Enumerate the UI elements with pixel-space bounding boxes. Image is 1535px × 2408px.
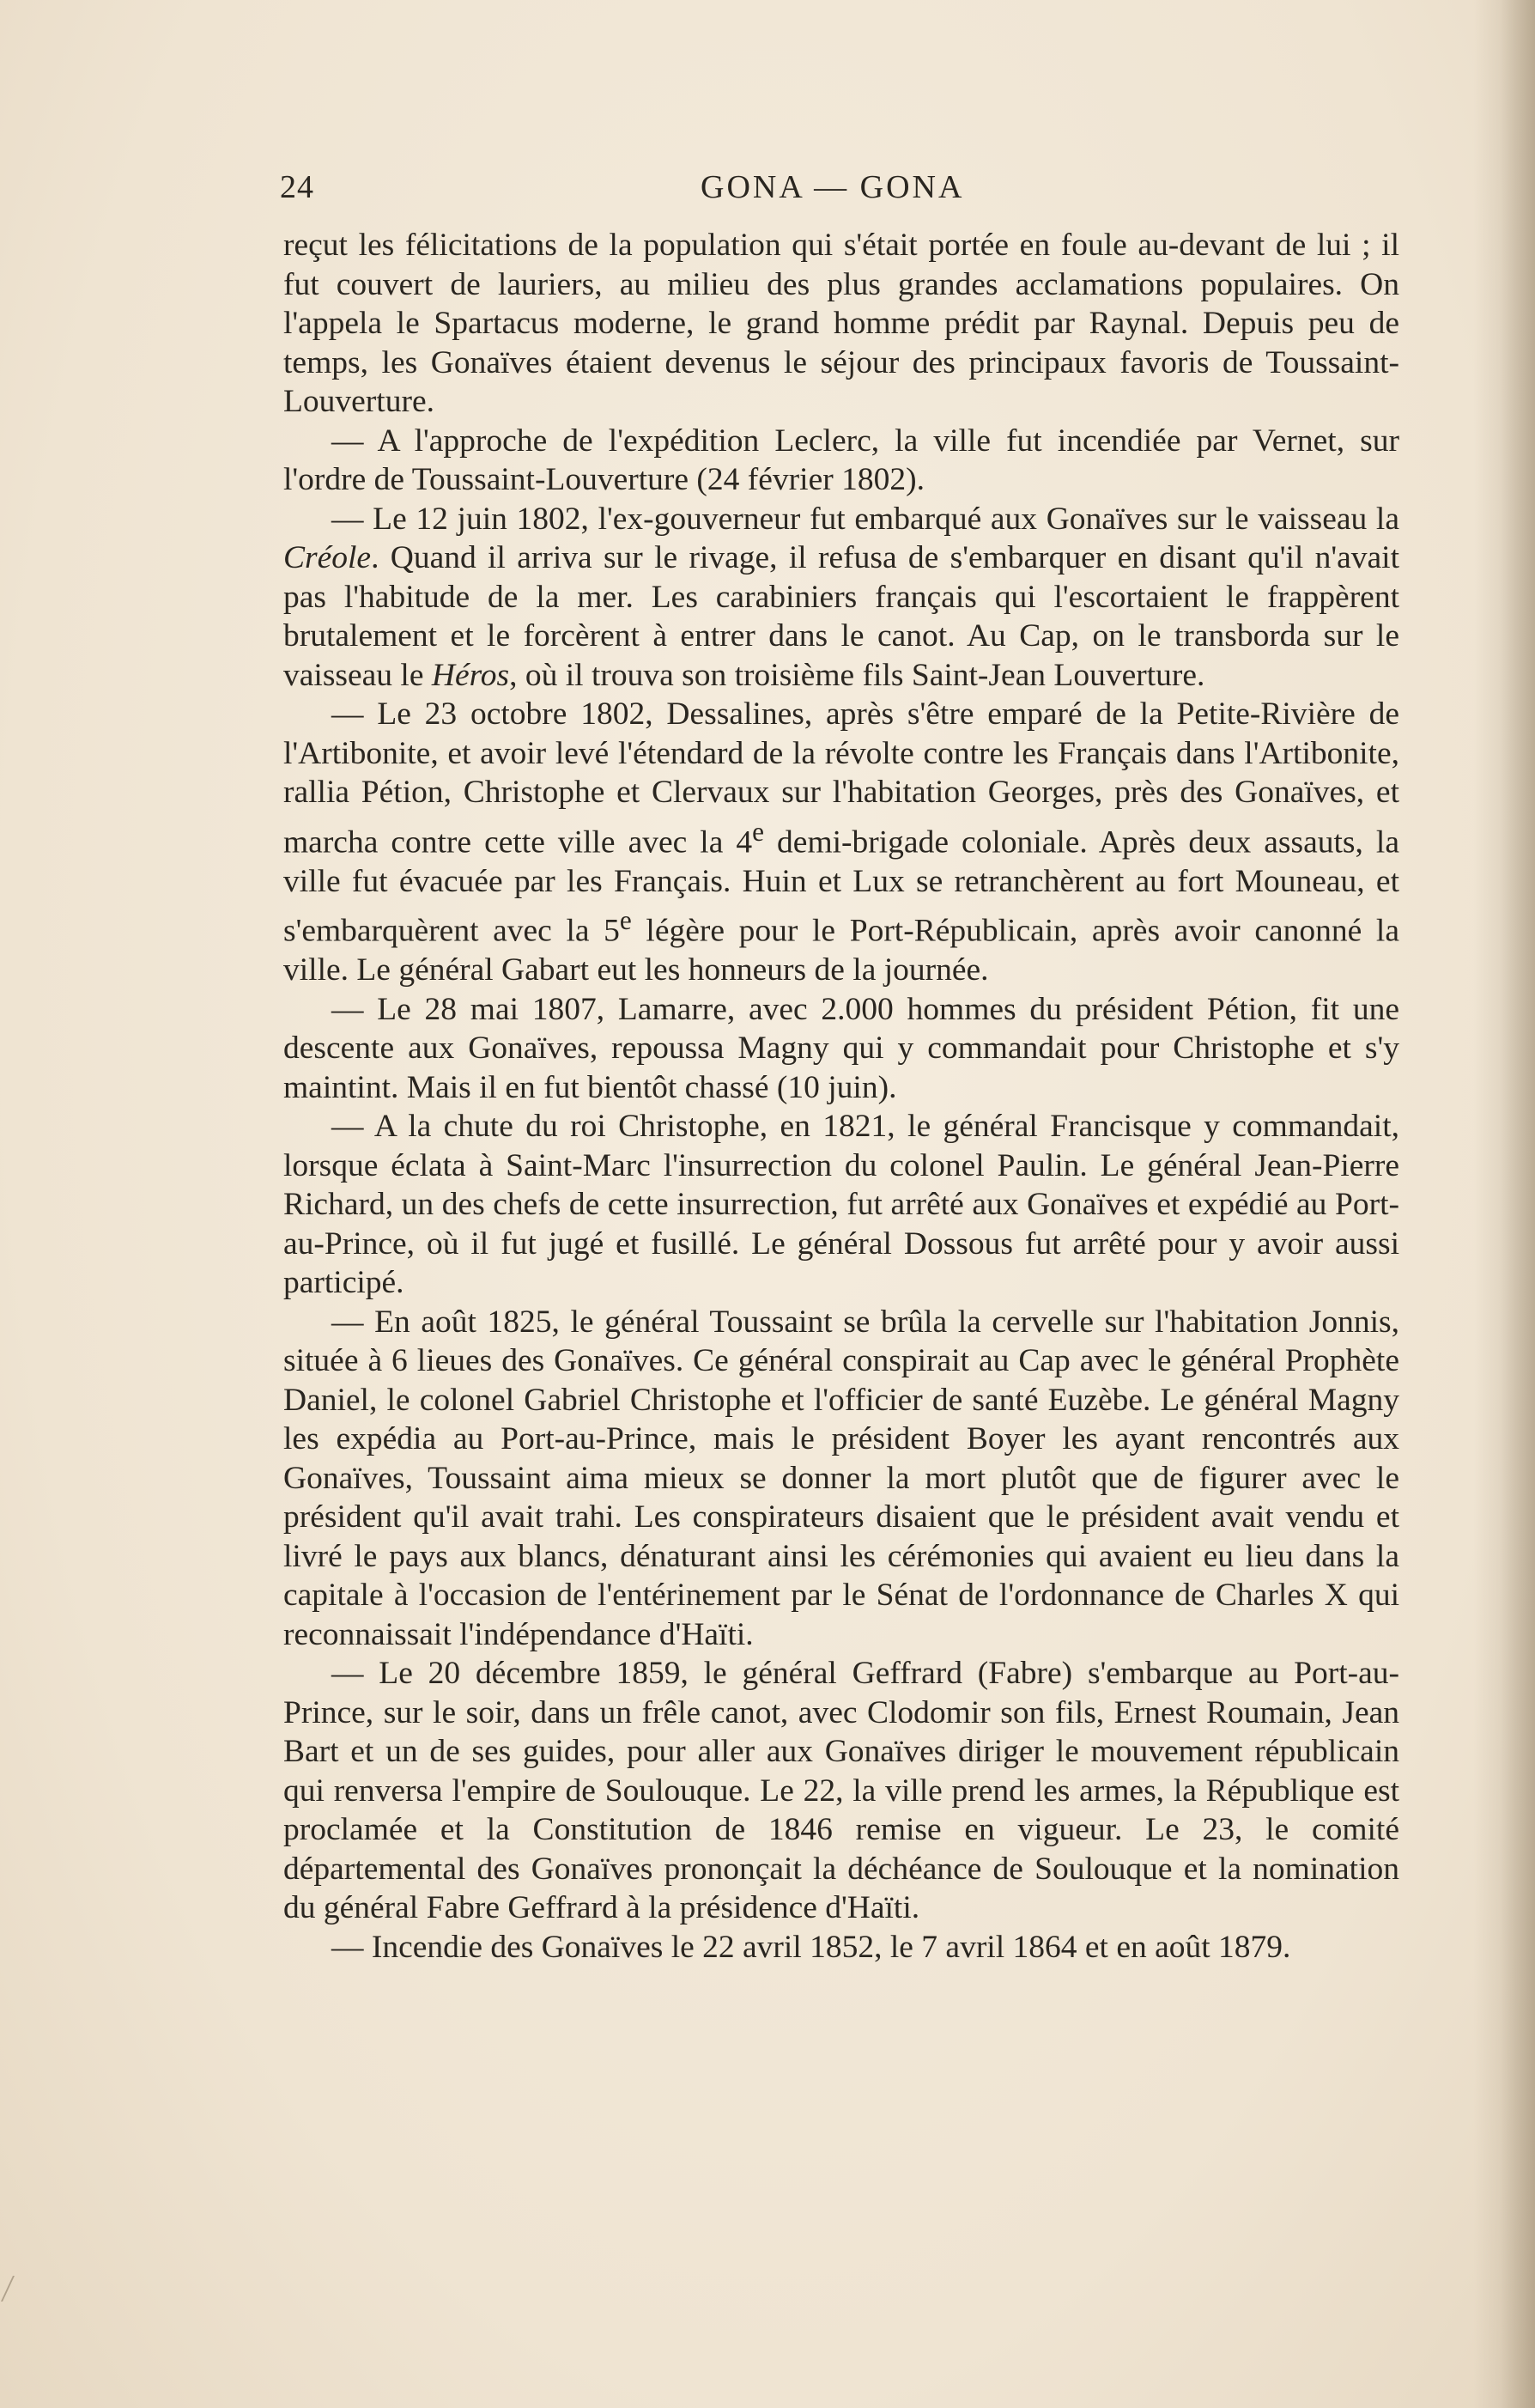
paragraph-text: — Le 28 mai 1807, Lamarre, avec 2.000 hommes du président Pétion, fit une descente aux Gonaïves, repoussa Magny qui y commandait pour Christophe et s'y maintint. Mais il en fut bientôt chassé (10 juin). [283,991,1399,1105]
paragraph-text: — A la chute du roi Christophe, en 1821, le général Francisque y commandait, lorsque éclata à Saint-Marc l'insurrection du colonel Paulin. Le général Jean-Pierre Richard, un des chefs de cette insurrection, fut arrêté aux Gonaïves et expédié au Port-au-Prince, où il fut jugé et fusillé. Le général Dossous fut arrêté pour y avoir aussi participé. [283,1109,1399,1300]
paragraph-leclerc [283,422,1399,500]
paragraph-text: — Le 20 décembre 1859, le général Geffrard (Fabre) s'embarque au Port-au-Prince, sur le soir, dans un frêle canot, avec Clodomir son fils, Ernest Roumain, Jean Bart et un de ses guides, pour aller aux Gonaïves diriger le mouvement républicain qui renversa l'empire de Soulouque. Le 22, la ville prend les armes, la République est proclamée et la Constitution de 1846 remise en vigueur. Le 23, le comité départemental des Gonaïves prononçait la déchéance de Soulouque et la nomination du général Fabre Geffrard à la présidence d'Haïti. [283,1656,1399,1925]
paragraph-text: — Le 12 juin 1802, l'ex-gouverneur fut embarqué aux Gonaïves sur le vaisseau la [331,501,1399,537]
paragraph-text: reçut les félicitations de la population qui s'était portée en foule au-devant de lui ; il fut couvert de lauriers, au milieu des plus grandes acclamations populaires. On l'appela le Spartacus moderne, le grand homme prédit par Raynal. Depuis peu de temps, les Gonaïves étaient devenus le séjour des principaux favoris de Toussaint-Louverture. [283,228,1399,419]
paragraph-dessalines [283,695,1399,990]
margin-pencil-mark [1,2276,27,2302]
paragraph-text: , où il trouva son troisième fils Saint-Jean Louverture. [509,657,1205,693]
page-edge-shadow [1501,0,1535,2408]
paragraph-text: . Quand il arriva sur le rivage, il refusa de s'embarquer en disant qu'il n'avait pas l'habitude de la mer. Les carabiniers français qui l'escortaient le frappèrent brutalement et le forcèrent à entrer dans le canot. Au Cap, on le transborda sur le vaisseau le [283,540,1399,693]
page-number: 24 [280,169,314,205]
paragraph-text: — Le 23 octobre 1802, Dessalines, après s'être emparé de la Petite-Rivière de l'Artibonite, et avoir levé l'étendard de la révolte contre les Français dans l'Artibonite, rallia Pétion, Christophe et Clervaux sur l'habitation Georges, près des Gonaïves, et marcha contre cette ville avec la 4 [283,696,1399,860]
ordinal-superscript: e [752,816,765,847]
paragraph-christophe [283,1107,1399,1303]
paragraph-text: — Incendie des Gonaïves le 22 avril 1852, le 7 avril 1864 et en août 1879. [331,1929,1291,1965]
body-text [283,226,1399,1967]
ship-name-heros: Héros [431,657,510,693]
paragraph-text: — A l'approche de l'expédition Leclerc, la ville fut incendiée par Vernet, sur l'ordre de Toussaint-Louverture (24 février 1802). [283,423,1399,497]
paragraph-text: demi-brigade coloniale. Après deux assauts, la ville fut évacuée par les Français. Huin et Lux se retranchèrent au fort Mouneau, et s'embarquèrent avec la 5 [283,824,1399,949]
page-header [280,168,1396,211]
paragraph-text: légère pour le Port-Républicain, après avoir canonné la ville. Le général Gabart eut les honneurs de la journée. [283,913,1399,988]
ordinal-superscript: e [619,905,632,935]
paragraph-toussaint [283,1303,1399,1655]
paragraph-lamarre [283,990,1399,1108]
running-head: GONA — GONA [701,169,965,205]
paragraph-text: — En août 1825, le général Toussaint se brûla la cervelle sur l'habitation Jonnis, située à 6 lieues des Gonaïves. Ce général conspirait au Cap avec le général Prophète Daniel, le colonel Gabriel Christophe et l'officier de santé Euzèbe. Le général Magny les expédia au Port-au-Prince, mais le président Boyer les ayant rencontrés aux Gonaïves, Toussaint aima mieux se donner la mort plutôt que de figurer avec le président qu'il avait trahi. Les conspirateurs disaient que le président avait vendu et livré le pays aux blancs, dénaturant ainsi les cérémonies qui avaient eu lieu dans la capitale à l'occasion de l'entérinement par le Sénat de l'ordonnance de Charles X qui reconnaissait l'indépendance d'Haïti. [283,1304,1399,1652]
paragraph-embarkation [283,500,1399,696]
paragraph-continuation [283,226,1399,422]
paragraph-geffrard [283,1654,1399,1928]
paragraph-incendie [283,1928,1399,1967]
ship-name-creole: Créole [283,540,372,575]
